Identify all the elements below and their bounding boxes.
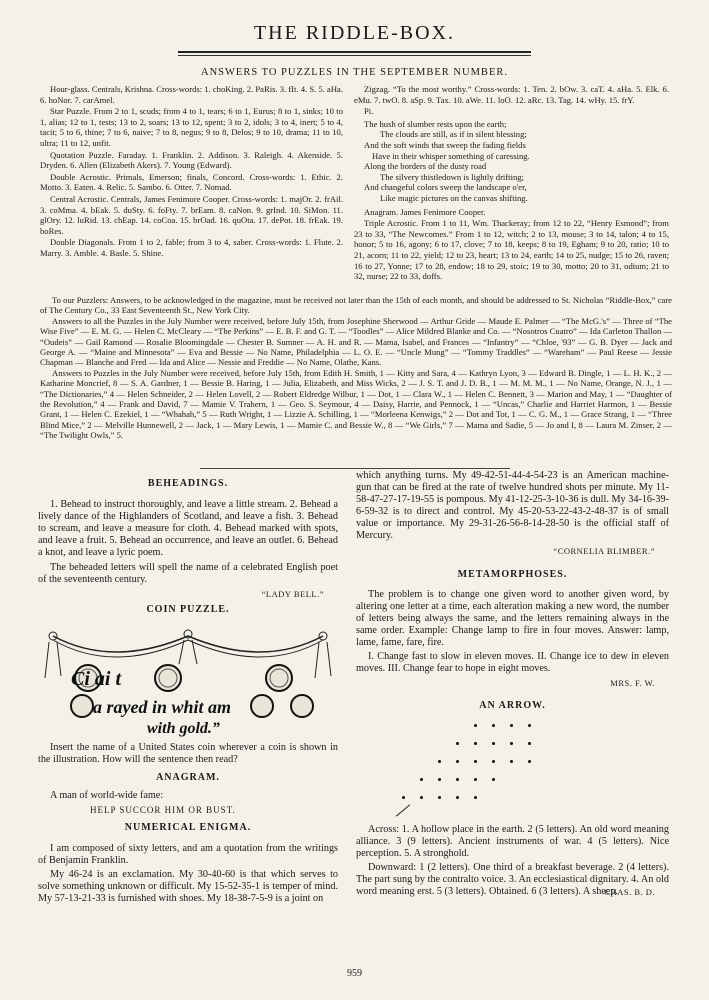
answer-quotation: Quotation Puzzle. Faraday. 1. Franklin. 2. Addison. 3. Raleigh. 4. Akenside. 5. Dryden. 6. Allen (Elizabeth Akers). 7. Young (Edward). bbox=[40, 149, 343, 171]
arrow-dot bbox=[474, 742, 477, 745]
notices-block bbox=[40, 295, 672, 441]
answer-zigzag: Zigzag. “To the most worthy.” Cross-words: 1. Ten. 2. bOw. 3. caT. 4. aHa. 5. Elk. 6. eMu. 7. twO. 8. aSp. 9. Tax. 10. aWe. 11. loO. 12. aRc. 13. Tag. 14. wHy. 15. frY. bbox=[354, 84, 669, 105]
poem-line: Have in their whisper something of caressing. bbox=[372, 150, 530, 161]
answers-july-all: Answers to all the Puzzles in the July Number were received, before July 15th, from Josephine Sherwood — Arthur Gride — Maude E. Palmer — “The McG.'s” — Three of “The Wise Five” — E. M. G. — Helen C. McCleary — “The Perkins” — E. B. F. and G. T. — “Toodles” — Alice Mildred Blanke and Co. — “Nosotros Cuatro” — Ida Carleton Thallon — “Oudeis” — Gail Ramond — Rosalie Bloomingdale — Chester B. Sumner — A. H. and R. — Mama, Isabel, and Frances — “Infantry” — “Chloe, '93” — G. B. Dyer — Jack and George A. — “Maine and Minnesota” — Eva and Bessie — No Name, Philadelphia — L. O. E. — “Uncle Mung” — “Tommy Traddles” — “Wareham” — Paul Reese — Jessie Chapman — Blanche and Fred — Ida and Alice — Nessie and Freddie — No Name, Olathe, Kans. bbox=[40, 315, 672, 368]
arrow-dot bbox=[474, 724, 477, 727]
metamorphoses-signature: MRS. F. W. bbox=[610, 678, 655, 689]
poem-line: And changeful colors sweep the landscape o'er, bbox=[364, 182, 527, 193]
answer-pi-poem bbox=[364, 119, 669, 204]
arrow-dot bbox=[456, 778, 459, 781]
beheadings-text: 1. Behead to instruct thoroughly, and leave a little stream. 2. Behead a lively dance of the Highlanders of Scotland, and leave a fish. 3. Behead to scream, and leave a measure for cloth. 4. Behead marked with spots, and leave a fruit. 5. Behead an occurrence, and leave an outlet. 6. Behead a knot, and leave a lyric poem. bbox=[38, 499, 338, 559]
beheadings-signature: “LADY BELL.” bbox=[261, 588, 324, 599]
answer-star-puzzle: Star Puzzle. From 2 to 1, scuds; from 4 to 1, tears; 6 to 1, Eurus; 8 to 1, sinks; 10 to 1, alias; 12 to 1, tests; 13 to 2, soars; 13 to 12, spent; 3 to 2, idols; 3 to 4, inert; 5 to 4, tacit; 5 to 6, thine; 7 to 6, naive; 7 to 8, negus; 9 to 8, Delos; 9 to 10, drama; 11 to 10, ultra; 11 to 12, unfit. bbox=[40, 106, 343, 148]
numerical-enigma-text-1: I am composed of sixty letters, and am a quotation from the writings of Benjamin Franklin. bbox=[38, 842, 338, 866]
answers-heading: ANSWERS TO PUZZLES IN THE SEPTEMBER NUMBER. bbox=[201, 67, 508, 78]
coin-puzzle-heading: COIN PUZZLE. bbox=[146, 603, 230, 615]
answers-july-some: Answers to Puzzles in the July Number were received, before July 15th, from Edith H. Smith, 1 — Kitty and Sara, 4 — Kathryn Lyon, 3 — Edward B. Dingle, 1 — L. H. K., 2 — Katharine Moncrief, 8 — S. A. Gardner, 1 — Bessie B. Haring, 1 — Julia, Elizabeth, and Miss Wicks, 2 — J. S. T. and J. D. B., 1 — M. M. M., 1 — No Name, Orange, N. J., 1 — “The Dictionaries,” 4 — Helen Schneider, 2 — Helen Lovell, 2 — Robert Eldredge Wilbur, 1 — Dot, 1 — Clara W., 1 — Helen C. Bennett, 3 — Marion and May, 1 — “Daughter of the Revolution,” 4 — Frank and David, 7 — Mamie V. Trahern, 1 — Geo. S. Seymour, 4 — Daisy, Harrie, and Pennock, 1 — “Uncas,” Charlie and Harriet Harmon, 1 — Bessie Grant, 1 — Helen C. Ezekiel, 1 — “Whahah,” 5 — Ruth Wright, 1 — Lizzie A. Schilling, 1 — “Morleena Kenwigs,” 2 — Dot and Tot, 1 — C. G. M., 1 — Grace Strang, 1 — “Three Blind Mice,” 2 — Melville Hunnewell, 2 — Jack, 1 — Mary Lewis, 1 — Mamie C. and Bessie W., 8 — “We Girls,” 7 — Mama and Sadie, 5 — Jo and I, 8 — Laura M. Zinser, 2 — “The Twilight Owls,” 5. bbox=[40, 367, 672, 441]
poem-line: The clouds are still, as if in silent blessing; bbox=[380, 129, 527, 140]
beheadings-text-2: The beheaded letters will spell the name of a celebrated English poet of the seventeenth century. bbox=[38, 561, 338, 585]
arrow-signature: CHAS. B. D. bbox=[604, 887, 655, 898]
arrow-dot bbox=[420, 778, 423, 781]
arrow-dot bbox=[510, 742, 513, 745]
arrow-dot bbox=[456, 796, 459, 799]
arrow-dot bbox=[492, 724, 495, 727]
anagram-line-1: A man of world-wide fame: bbox=[50, 790, 164, 802]
arrow-dot bbox=[474, 778, 477, 781]
arrow-dot bbox=[492, 760, 495, 763]
coin-line-1: Ci ai t bbox=[71, 667, 122, 690]
arrow-dot bbox=[456, 760, 459, 763]
coin-puzzle-illustration bbox=[43, 618, 333, 738]
section-divider bbox=[200, 468, 510, 469]
answer-double-acrostic: Double Acrostic. Primals, Emerson; finals, Concord. Cross-words: 1. Ethic. 2. Motto. 3. Eaten. 4. Relic. 5. Sambo. 6. Otter. 7. Nomad. bbox=[40, 171, 343, 193]
garland-ribbon-art bbox=[43, 618, 333, 738]
puzzles-left-column bbox=[38, 478, 338, 907]
metamorphoses-text: The problem is to change one given word to another given word, by altering one letter at a time, each alteration making a new word, the number of letters being always the same, and the letters remaining always in the same order. Example: Change lamp to fire in four moves. Answer: lamp, lame, fame, fare, fire. bbox=[356, 588, 669, 649]
answer-central-acrostic: Central Acrostic. Centrals, James Fenimore Cooper. Cross-words: 1. majOr. 2. frAil. 3. coMma. 4. bEak. 5. duSty. 6. foFty. 7. brEam. 8. caNon. 9. grInd. 10. SiMon. 11. glOry. 12. luRid. 13. chEap. 14. coCoa. 15. brOad. 16. quOta. 17. dePot. 18. frEak. 19. boRes. bbox=[40, 193, 343, 236]
answers-right-column bbox=[354, 84, 669, 283]
answer-pi-label: Pi. bbox=[364, 106, 374, 117]
coin-line-3: with gold.” bbox=[147, 719, 220, 737]
title-rule-thin bbox=[178, 55, 531, 56]
arrow-dot bbox=[456, 742, 459, 745]
page-number: 959 bbox=[347, 968, 362, 979]
metamorphoses-tasks: I. Change fast to slow in eleven moves. II. Change ice to dew in eleven moves. III. Change fear to hope in eight moves. bbox=[356, 651, 669, 675]
arrow-dot bbox=[438, 760, 441, 763]
poem-line: The silvery thistledown is lightly drifting; bbox=[380, 171, 524, 182]
arrow-dot bbox=[438, 796, 441, 799]
arrow-diagram bbox=[356, 712, 669, 820]
answer-triple-acrostic: Triple Acrostic. From 1 to 11, Wm. Thackeray; from 12 to 22, “Henry Esmond”; from 23 to 33, “The Newcomes.” From 1 to 12, witch; 2 to 13, mouse; 3 to 14, talon; 4 to 15, honor; 5 to 16, agony; 6 to 17, clove; 7 to 18, keeps; 8 to 19, Egham; 9 to 20, ratio; 10 to 21, acorn; 11 to 22, yield; 12 to 23, heart; 13 to 24, earth; 14 to 25, nudge; 15 to 26, raven; 16 to 27, Yonne; 17 to 28, endow; 18 to 29, stoic; 19 to 30, motto; 20 to 31, odium; 21 to 32, nurse; 22 to 33, doffs. bbox=[354, 218, 669, 282]
arrow-tip-mark bbox=[396, 804, 410, 816]
poem-line: And the soft winds that sweep the fading fields bbox=[364, 139, 526, 150]
poem-line: Like magic pictures on the canvas shifting. bbox=[380, 192, 528, 203]
answer-hourglass: Hour-glass. Centrals, Krishna. Cross-words: 1. choKing. 2. PaRis. 3. fIt. 4. S. 5. aHa. 6. hoNor. 7. carAmel. bbox=[40, 84, 343, 105]
arrow-dot bbox=[402, 796, 405, 799]
arrow-downward-clues: Downward: 1 (2 letters). One third of a breakfast beverage. 2 (4 letters). The part sung by the contralto voice. 3. An ecclesiastical dignitary. 4. An old word meaning erst. 5 (3 letters). Obtained. 6 (3 letters). A sheep. bbox=[356, 861, 669, 898]
arrow-dot bbox=[474, 760, 477, 763]
notice-to-puzzlers: To our Puzzlers: Answers, to be acknowledged in the magazine, must be received not later than the 15th of each month, and should be addressed to St. Nicholas “Riddle-Box,” care of The Century Co., 33 East Seventeenth St., New York City. bbox=[40, 295, 672, 316]
arrow-dot bbox=[528, 742, 531, 745]
arrow-dot bbox=[510, 760, 513, 763]
numerical-enigma-heading: NUMERICAL ENIGMA. bbox=[124, 822, 252, 834]
anagram-line-2: HELP SUCCOR HIM OR BUST. bbox=[90, 805, 236, 816]
arrow-dot bbox=[510, 724, 513, 727]
coin-line-2: a rayed in whit am bbox=[93, 696, 232, 717]
answers-left-column bbox=[40, 84, 343, 260]
arrow-dot bbox=[420, 796, 423, 799]
arrow-dot bbox=[528, 724, 531, 727]
anagram-heading: ANAGRAM. bbox=[156, 772, 220, 784]
poem-line: Along the borders of the dusty road bbox=[364, 161, 487, 172]
beheadings-heading: BEHEADINGS. bbox=[147, 478, 229, 489]
metamorphoses-heading: METAMORPHOSES. bbox=[457, 568, 568, 580]
numerical-enigma-signature: “CORNELIA BLIMBER.” bbox=[553, 545, 655, 556]
page-title: THE RIDDLE-BOX. bbox=[253, 22, 456, 44]
arrow-dot bbox=[492, 778, 495, 781]
arrow-across-clues: Across: 1. A hollow place in the earth. 2 (5 letters). An old word meaning alliance. 3 (9 letters). Ancient instruments of war. 4 (5 letters). Nice perception. 5. A stronghold. bbox=[356, 823, 669, 859]
arrow-dot bbox=[492, 742, 495, 745]
title-rule bbox=[178, 51, 531, 53]
numerical-enigma-text-2: My 46-24 is an exclamation. My 30-40-60 is that which serves to solve something unknown or difficult. My 15-52-35-1 is temper of mind. My 57-13-21-33 is furnished with shoes. My 18-38-7-5-9 is a joint on bbox=[38, 868, 338, 904]
numerical-enigma-continued: which anything turns. My 49-42-51-44-4-54-23 is an American machine-gun that can be fired at the rate of twelve hundred shots per minute. My 11-58-47-27-17-19-55 is pompous. My 41-12-25-3-10-36 is dull. My 34-16-39-6-59-32 is to direct and control. My 45-20-53-22-43-2-48-37 is of small value or importance. My 29-31-26-56-8-14-28-50 is the official staff of Mercury. bbox=[356, 470, 669, 542]
arrow-dot bbox=[528, 760, 531, 763]
arrow-dot bbox=[474, 796, 477, 799]
arrow-dot bbox=[438, 778, 441, 781]
answer-double-diagonals: Double Diagonals. From 1 to 2, fable; from 3 to 4, saber. Cross-words: 1. Flute. 2. Marry. 3. Amble. 4. Basle. 5. Shine. bbox=[40, 237, 343, 258]
coin-puzzle-text: Insert the name of a United States coin wherever a coin is shown in the illustration. How will the sentence then read? bbox=[38, 741, 338, 766]
poem-line: The hush of slumber rests upon the earth; bbox=[364, 118, 507, 129]
puzzles-right-column bbox=[356, 470, 669, 898]
answer-anagram: Anagram. James Fenimore Cooper. bbox=[364, 206, 486, 217]
arrow-heading: AN ARROW. bbox=[479, 699, 546, 711]
